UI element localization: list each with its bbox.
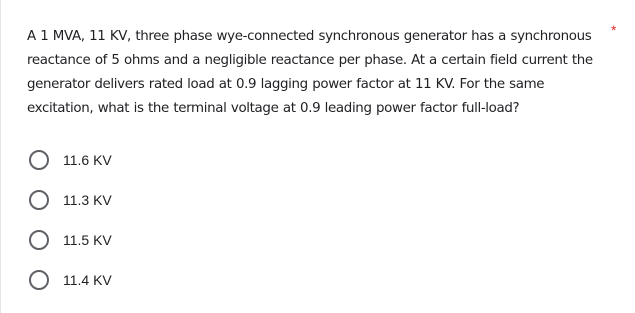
radio-button[interactable]	[29, 270, 49, 290]
option-label: 11.6 KV	[63, 152, 112, 168]
option-2[interactable]	[29, 180, 112, 220]
radio-button[interactable]	[29, 230, 49, 250]
option-4[interactable]	[29, 260, 112, 300]
option-3[interactable]	[29, 220, 112, 260]
radio-button[interactable]	[29, 190, 49, 210]
answer-options	[29, 140, 112, 300]
option-label: 11.3 KV	[63, 192, 112, 208]
option-1[interactable]	[29, 140, 112, 180]
option-label: 11.4 KV	[63, 272, 112, 288]
required-asterisk: *	[611, 22, 617, 38]
question-text: A 1 MVA, 11 KV, three phase wye-connected synchronous generator has a synchronous reactance of 5 ohms and a negligible reactance per phase. At a certain field current the generator delivers rated load at 0.9 lagging power factor at 11 KV. For the same excitation, what is the terminal voltage at 0.9 leading power factor full-load?	[27, 29, 593, 116]
option-label: 11.5 KV	[63, 232, 112, 248]
radio-button[interactable]	[29, 150, 49, 170]
